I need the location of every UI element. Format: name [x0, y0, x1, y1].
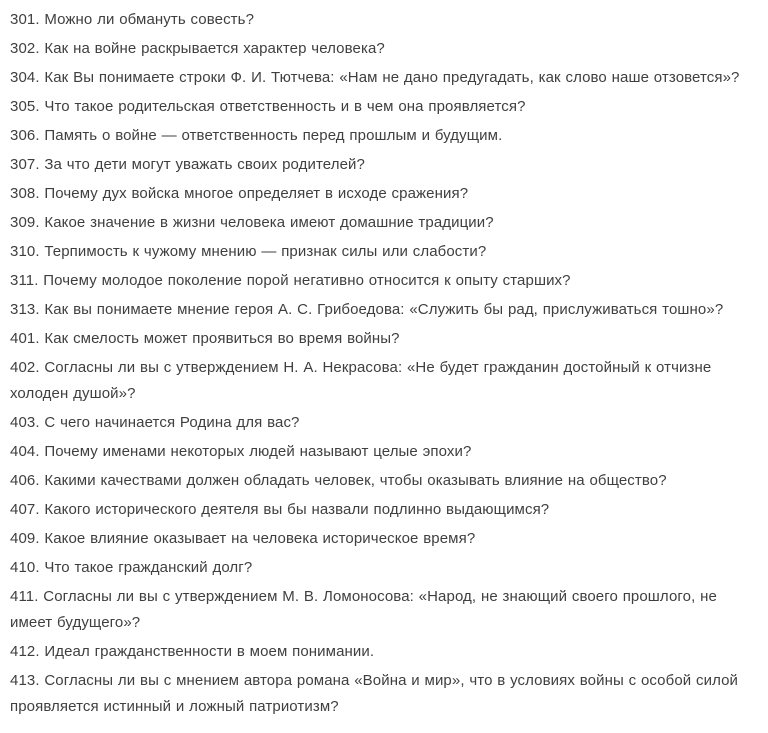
- question-number: 403: [10, 414, 36, 431]
- question-text: Почему дух войска многое определяет в исходе сражения?: [44, 185, 469, 202]
- question-item: 304. Как Вы понимаете строки Ф. И. Тютчева: «Нам не дано предугадать, как слово наше отзовется»?: [10, 69, 740, 86]
- question-text: Как смелость может проявиться во время войны?: [44, 330, 400, 347]
- question-number: 406: [10, 472, 36, 489]
- question-text: Как Вы понимаете строки Ф. И. Тютчева: «Нам не дано предугадать, как слово наше отзовется»?: [44, 69, 740, 86]
- question-item: 311. Почему молодое поколение порой негативно относится к опыту старших?: [10, 272, 571, 289]
- question-number: 306: [10, 127, 36, 144]
- question-text: Согласны ли вы с мнением автора романа «Война и мир», что в условиях войны с особой силой проявляется истинный и ложный патриотизм?: [10, 672, 739, 715]
- question-item: 411. Согласны ли вы с утверждением М. В. Ломоносова: «Народ, не знающий своего прошлого, не имеет будущего»?: [10, 588, 717, 631]
- question-text: Согласны ли вы с утверждением М. В. Ломоносова: «Народ, не знающий своего прошлого, не имеет будущего»?: [10, 588, 717, 631]
- question-number: 402: [10, 359, 36, 376]
- question-text: Какое влияние оказывает на человека историческое время?: [44, 530, 476, 547]
- question-number: 301: [10, 11, 36, 28]
- question-text: Идеал гражданственности в моем понимании.: [44, 643, 375, 660]
- question-list: [10, 7, 756, 720]
- question-text: Что такое родительская ответственность и в чем она проявляется?: [44, 98, 526, 115]
- question-item: 401. Как смелость может проявиться во время войны?: [10, 330, 400, 347]
- question-number: 313: [10, 301, 36, 318]
- question-item: 313. Как вы понимаете мнение героя А. С. Грибоедова: «Служить бы рад, прислуживаться тошно»?: [10, 301, 724, 318]
- question-number: 311: [10, 272, 35, 289]
- question-item: 310. Терпимость к чужому мнению — признак силы или слабости?: [10, 243, 487, 260]
- question-text: Память о войне — ответственность перед прошлым и будущим.: [44, 127, 503, 144]
- question-number: 307: [10, 156, 36, 173]
- question-number: 401: [10, 330, 36, 347]
- question-number: 410: [10, 559, 36, 576]
- question-item: 302. Как на войне раскрывается характер человека?: [10, 40, 385, 57]
- question-text: Как на войне раскрывается характер человека?: [44, 40, 385, 57]
- question-text: Что такое гражданский долг?: [44, 559, 253, 576]
- question-number: 404: [10, 443, 36, 460]
- question-item: 407. Какого исторического деятеля вы бы назвали подлинно выдающимся?: [10, 501, 550, 518]
- question-number: 308: [10, 185, 36, 202]
- question-item: 410. Что такое гражданский долг?: [10, 559, 253, 576]
- question-text: Почему именами некоторых людей называют целые эпохи?: [44, 443, 472, 460]
- question-item: 308. Почему дух войска многое определяет в исходе сражения?: [10, 185, 469, 202]
- question-item: 402. Согласны ли вы с утверждением Н. А. Некрасова: «Не будет гражданин достойный к отчизне холоден душой»?: [10, 359, 712, 402]
- question-number: 413: [10, 672, 36, 689]
- question-text: Почему молодое поколение порой негативно относится к опыту старших?: [43, 272, 571, 289]
- question-text: За что дети могут уважать своих родителей?: [44, 156, 365, 173]
- question-item: 409. Какое влияние оказывает на человека историческое время?: [10, 530, 476, 547]
- question-item: 406. Какими качествами должен обладать человек, чтобы оказывать влияние на общество?: [10, 472, 667, 489]
- question-text: Какими качествами должен обладать человек, чтобы оказывать влияние на общество?: [44, 472, 667, 489]
- question-item: 301. Можно ли обмануть совесть?: [10, 11, 255, 28]
- question-number: 309: [10, 214, 36, 231]
- question-number: 407: [10, 501, 36, 518]
- question-item: 306. Память о войне — ответственность перед прошлым и будущим.: [10, 127, 503, 144]
- question-item: 413. Согласны ли вы с мнением автора романа «Война и мир», что в условиях войны с особой силой проявляется истинный и ложный патриотизм?: [10, 672, 739, 715]
- question-number: 305: [10, 98, 36, 115]
- question-number: 409: [10, 530, 36, 547]
- question-text: Терпимость к чужому мнению — признак силы или слабости?: [44, 243, 487, 260]
- question-text: Какого исторического деятеля вы бы назвали подлинно выдающимся?: [44, 501, 550, 518]
- question-number: 304: [10, 69, 36, 86]
- question-text: Можно ли обмануть совесть?: [44, 11, 255, 28]
- question-item: 404. Почему именами некоторых людей называют целые эпохи?: [10, 443, 472, 460]
- question-item: 307. За что дети могут уважать своих родителей?: [10, 156, 365, 173]
- question-text: Какое значение в жизни человека имеют домашние традиции?: [44, 214, 494, 231]
- question-number: 310: [10, 243, 36, 260]
- question-number: 412: [10, 643, 36, 660]
- question-item: 309. Какое значение в жизни человека имеют домашние традиции?: [10, 214, 494, 231]
- question-item: 305. Что такое родительская ответственность и в чем она проявляется?: [10, 98, 526, 115]
- question-text: С чего начинается Родина для вас?: [44, 414, 300, 431]
- question-item: 403. С чего начинается Родина для вас?: [10, 414, 300, 431]
- question-text: Согласны ли вы с утверждением Н. А. Некрасова: «Не будет гражданин достойный к отчизне холоден душой»?: [10, 359, 712, 402]
- question-number: 411: [10, 588, 35, 605]
- question-number: 302: [10, 40, 36, 57]
- question-text: Как вы понимаете мнение героя А. С. Грибоедова: «Служить бы рад, прислуживаться тошно»?: [44, 301, 724, 318]
- question-item: 412. Идеал гражданственности в моем понимании.: [10, 643, 375, 660]
